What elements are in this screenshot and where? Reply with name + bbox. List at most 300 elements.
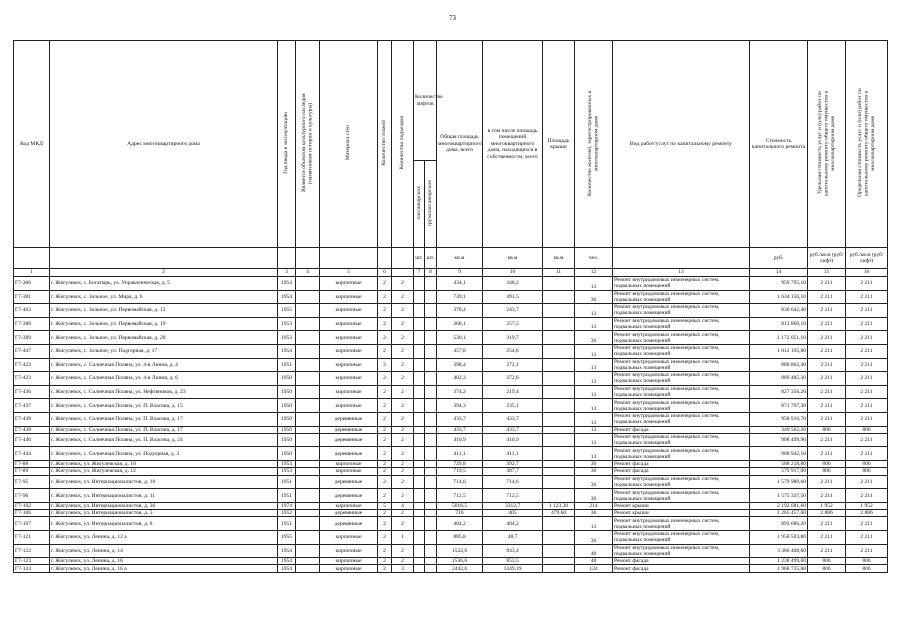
header-address: Адрес многоквартирного дома (50, 41, 278, 248)
cell-work: Ремонт фасада (613, 558, 750, 565)
cell-lifts-cargo (425, 461, 437, 468)
cell-year: 1950 (278, 426, 296, 433)
cell-cost: 1 958 503,80 (750, 530, 808, 544)
cell-address: г. Жигулевск, с. Солнечная Поляна, ул. 4-я Линия, д. 4 (50, 358, 278, 372)
cell-cost: 1 012 195,80 (750, 344, 808, 358)
cell-year: 1950 (278, 412, 296, 426)
table-row (14, 558, 888, 565)
cell-heritage (296, 344, 320, 358)
cell-unit-cost: 2 211 (808, 544, 846, 558)
cell-lifts-passenger (414, 290, 425, 304)
cell-owned-area: 392,7 (483, 461, 543, 468)
header-floors: Количество этажей (378, 41, 392, 248)
cell-heritage (296, 304, 320, 318)
cell-material: кирпичные (320, 372, 378, 386)
cell-lifts-passenger (414, 426, 425, 433)
cell-year: 1950 (278, 433, 296, 447)
cell-residents: 13 (575, 399, 613, 413)
cell-roof-area (543, 344, 575, 358)
cell-address: г. Жигулевск, с. Солнечная Поляна, ул. 4-я Линия, д. 6 (50, 372, 278, 386)
cell-address: г. Жигулевск, ул. Интернационалистов, д. 5 (50, 510, 278, 517)
cell-year: 1974 (278, 502, 296, 509)
cell-lifts-cargo (425, 517, 437, 531)
cell-cost: 958 910,70 (750, 412, 808, 426)
cell-floors: 2 (378, 544, 392, 558)
cell-lifts-passenger (414, 399, 425, 413)
cell-address: г. Жигулевск, ул. Жигулевская, д. 10 (50, 461, 278, 468)
cell-owned-area: 405 (483, 510, 543, 517)
header-year: Год ввода в эксплуатацию (278, 41, 296, 248)
cell-floors: 2 (378, 385, 392, 399)
cell-floors: 2 (378, 489, 392, 503)
cell-total-area: 368,1 (437, 317, 483, 331)
cell-work: Ремонт внутридомовых инженерных систем, подвальных помещений (613, 412, 750, 426)
cell-floors: 2 (378, 344, 392, 358)
cell-residents: 13 (575, 277, 613, 291)
cell-work: Ремонт внутридомовых инженерных систем, подвальных помещений (613, 277, 750, 291)
table-row (14, 331, 888, 345)
cell-address: г. Жигулевск, с. Зольное, ул. Первомайская, д. 20 (50, 331, 278, 345)
table-row (14, 385, 888, 399)
cell-roof-area: 1 123,30 (543, 502, 575, 509)
cell-cost: 2 192 681,60 (750, 502, 808, 509)
cell-entrances: 3 (392, 565, 414, 572)
cell-work: Ремонт внутридомовых инженерных систем, подвальных помещений (613, 544, 750, 558)
table-row (14, 344, 888, 358)
header-residents: Количество жителей, зарегистрированных в многоквартирном доме (575, 41, 613, 248)
column-number: 11 (543, 269, 575, 277)
cell-lifts-passenger (414, 433, 425, 447)
cell-cost: 880 862,40 (750, 358, 808, 372)
cell-material: кирпичные (320, 290, 378, 304)
cell-material: деревянные (320, 426, 378, 433)
cell-cost: 349 562,20 (750, 426, 808, 433)
table-row (14, 475, 888, 489)
cell-floors: 2 (378, 412, 392, 426)
cell-residents: 13 (575, 517, 613, 531)
cell-unit-cost: 2 211 (808, 489, 846, 503)
cell-address: г. Жигулевск, с. Зольное, ул. Первомайская, д. 19 (50, 317, 278, 331)
cell-year: 1951 (278, 358, 296, 372)
cell-year: 1954 (278, 565, 296, 572)
cell-entrances: 2 (392, 399, 414, 413)
header-max-cost: Предельная стоимость услуг и (или) работ по капитальному ремонту общего имущества в многоквартирном доме (846, 41, 888, 248)
cell-residents: 36 (575, 468, 613, 475)
cell-code: Г7-389 (14, 331, 50, 345)
table-row (14, 517, 888, 531)
cell-owned-area: 348,2 (483, 277, 543, 291)
cell-residents: 48 (575, 544, 613, 558)
column-number: 13 (613, 269, 750, 277)
cell-material: кирпичные (320, 358, 378, 372)
cell-roof-area (543, 447, 575, 461)
cell-residents: 124 (575, 565, 613, 572)
cell-lifts-passenger (414, 558, 425, 565)
cell-unit-cost: 2 211 (808, 517, 846, 531)
table-row (14, 290, 888, 304)
cell-work: Ремонт фасада (613, 565, 750, 572)
cell-total-area: 404,2 (437, 517, 483, 531)
column-number: 16 (846, 269, 888, 277)
cell-cost: 1 968 735,60 (750, 565, 808, 572)
cell-lifts-cargo (425, 468, 437, 475)
table-row (14, 530, 888, 544)
cell-code: Г7-381 (14, 290, 50, 304)
cell-floors: 5 (378, 502, 392, 509)
cell-entrances: 2 (392, 317, 414, 331)
cell-max-cost: 2 211 (846, 317, 888, 331)
cell-max-cost: 2 211 (846, 412, 888, 426)
cell-lifts-cargo (425, 426, 437, 433)
cell-work: Ремонт внутридомовых инженерных систем, подвальных помещений (613, 290, 750, 304)
cell-entrances: 2 (392, 372, 414, 386)
cell-max-cost: 2 211 (846, 358, 888, 372)
unit-roof-area: кв.м (543, 248, 575, 269)
cell-floors: 2 (378, 510, 392, 517)
cell-owned-area: 491,5 (483, 290, 543, 304)
cell-cost: 893 686,20 (750, 517, 808, 531)
cell-residents: 36 (575, 530, 613, 544)
column-number: 9 (437, 269, 483, 277)
cell-material: кирпичные (320, 331, 378, 345)
cell-owned-area: 243,7 (483, 304, 543, 318)
cell-owned-area: 411,1 (483, 447, 543, 461)
cell-code: Г7-121 (14, 530, 50, 544)
table-row (14, 426, 888, 433)
cell-roof-area (543, 544, 575, 558)
cell-entrances: 2 (392, 475, 414, 489)
cell-heritage (296, 426, 320, 433)
cell-material: деревянные (320, 489, 378, 503)
cell-entrances: 2 (392, 447, 414, 461)
cell-roof-area (543, 372, 575, 386)
cell-lifts-passenger (414, 331, 425, 345)
column-number: 14 (750, 269, 808, 277)
cell-lifts-cargo (425, 290, 437, 304)
cell-cost: 1 579 980,60 (750, 475, 808, 489)
cell-work: Ремонт внутридомовых инженерных систем, подвальных помещений (613, 475, 750, 489)
table-row (14, 317, 888, 331)
cell-owned-area: 48,7 (483, 530, 543, 544)
cell-lifts-cargo (425, 385, 437, 399)
cell-address: г. Жигулевск, ул. Интернационалистов, д. 11 (50, 489, 278, 503)
cell-residents: 13 (575, 304, 613, 318)
cell-work: Ремонт внутридомовых инженерных систем, подвальных помещений (613, 433, 750, 447)
cell-entrances: 2 (392, 517, 414, 531)
cell-year: 1955 (278, 530, 296, 544)
cell-work: Ремонт внутридомовых инженерных систем, подвальных помещений (613, 517, 750, 531)
cell-unit-cost: 806 (808, 426, 846, 433)
cell-year: 1954 (278, 290, 296, 304)
cell-unit-cost: 2 211 (808, 475, 846, 489)
cell-cost: 836 642,40 (750, 304, 808, 318)
header-unit-cost: Удельная стоимость услуг и (или) работ по капитальному ремонту общего имущества в многоквартирном доме (808, 41, 846, 248)
column-number: 10 (483, 269, 543, 277)
cell-address: г. Жигулевск, с. Зольное, ул. Первомайская, д. 12 (50, 304, 278, 318)
cell-owned-area: 3312,7 (483, 502, 543, 509)
cell-lifts-cargo (425, 558, 437, 565)
cell-residents: 13 (575, 372, 613, 386)
cell-heritage (296, 385, 320, 399)
cell-floors: 2 (378, 447, 392, 461)
column-number: 15 (808, 269, 846, 277)
cell-address: г. Жигулевск, с. Солнечная Поляна, ул. П. Власова, д. 15 (50, 399, 278, 413)
cell-address: г. Жигулевск, с. Зольное, ул. Подгорная, д. 17 (50, 344, 278, 358)
cell-heritage (296, 558, 320, 565)
cell-lifts-passenger (414, 385, 425, 399)
cell-max-cost: 2 211 (846, 530, 888, 544)
cell-work: Ремонт внутридомовых инженерных систем, подвальных помещений (613, 344, 750, 358)
cell-lifts-passenger (414, 510, 425, 517)
cell-total-area: 716 (437, 510, 483, 517)
cell-material: деревянные (320, 475, 378, 489)
cell-total-area: 378,4 (437, 304, 483, 318)
cell-work: Ремонт внутридомовых инженерных систем, подвальных помещений (613, 530, 750, 544)
cell-lifts-passenger (414, 317, 425, 331)
header-entrances: Количество подъездов (392, 41, 414, 248)
cell-lifts-passenger (414, 277, 425, 291)
unit-total-area: кв.м (437, 248, 483, 269)
cell-owned-area: 272,1 (483, 358, 543, 372)
cell-residents: 13 (575, 317, 613, 331)
cell-heritage (296, 489, 320, 503)
capital-repair-table (13, 40, 888, 573)
cell-residents: 36 (575, 475, 613, 489)
cell-floors: 2 (378, 372, 392, 386)
cell-lifts-passenger (414, 412, 425, 426)
cell-residents: 13 (575, 447, 613, 461)
cell-lifts-cargo (425, 565, 437, 572)
cell-roof-area (543, 358, 575, 372)
cell-lifts-cargo (425, 372, 437, 386)
cell-heritage (296, 544, 320, 558)
cell-max-cost: 2 211 (846, 475, 888, 489)
cell-residents: 214 (575, 502, 613, 509)
cell-lifts-passenger (414, 358, 425, 372)
cell-unit-cost: 2 211 (808, 277, 846, 291)
cell-code: Г7-423 (14, 372, 50, 386)
header-lifts: Количество лифтов (414, 41, 437, 161)
cell-year: 1950 (278, 385, 296, 399)
cell-floors: 2 (378, 433, 392, 447)
page-number: 73 (449, 14, 456, 22)
cell-entrances: 2 (392, 290, 414, 304)
cell-entrances: 2 (392, 558, 414, 565)
cell-roof-area (543, 426, 575, 433)
cell-work: Ремонт внутридомовых инженерных систем, подвальных помещений (613, 358, 750, 372)
cell-material: деревянные (320, 447, 378, 461)
cell-lifts-cargo (425, 530, 437, 544)
cell-unit-cost: 2 211 (808, 433, 846, 447)
cell-owned-area: 410,9 (483, 433, 543, 447)
cell-heritage (296, 412, 320, 426)
table-row (14, 412, 888, 426)
cell-total-area: 719,5 (437, 468, 483, 475)
cell-roof-area (543, 558, 575, 565)
cell-unit-cost: 2 211 (808, 290, 846, 304)
cell-unit-cost: 2 211 (808, 372, 846, 386)
cell-heritage (296, 468, 320, 475)
cell-roof-area (543, 317, 575, 331)
cell-code: Г7-422 (14, 358, 50, 372)
header-material: Материал стен (320, 41, 378, 248)
cell-year: 1954 (278, 558, 296, 565)
cell-year: 1953 (278, 317, 296, 331)
table-row (14, 565, 888, 572)
cell-total-area: 739,1 (437, 290, 483, 304)
cell-code: Г7-124 (14, 565, 50, 572)
cell-owned-area: 404,2 (483, 517, 543, 531)
cell-cost: 959 795,10 (750, 277, 808, 291)
cell-entrances: 2 (392, 358, 414, 372)
cell-material: деревянные (320, 433, 378, 447)
cell-lifts-passenger (414, 344, 425, 358)
cell-code: Г7-444 (14, 447, 50, 461)
cell-entrances: 2 (392, 510, 414, 517)
column-number: 12 (575, 269, 613, 277)
cell-total-area: 434,1 (437, 277, 483, 291)
cell-unit-cost: 806 (808, 468, 846, 475)
cell-heritage (296, 530, 320, 544)
cell-floors: 2 (378, 530, 392, 544)
cell-max-cost: 2 806 (846, 510, 888, 517)
cell-code: Г7-440 (14, 433, 50, 447)
cell-lifts-cargo (425, 447, 437, 461)
table-row (14, 399, 888, 413)
cell-roof-area (543, 468, 575, 475)
cell-cost: 1 238 499,60 (750, 558, 808, 565)
unit-lifts-cargo: шт. (425, 248, 437, 269)
cell-lifts-passenger (414, 475, 425, 489)
cell-material: кирпичные (320, 558, 378, 565)
cell-owned-area: 433,7 (483, 412, 543, 426)
column-number: 6 (378, 269, 392, 277)
cell-address: г. Жигулевск, с. Солнечная Поляна, ул. П. Власова, д. 17 (50, 412, 278, 426)
column-number: 3 (278, 269, 296, 277)
header-cost: Стоимость капитального ремонта (750, 41, 808, 248)
cell-address: г. Жигулевск, с. Зольное, ул. Мира, д. 6 (50, 290, 278, 304)
cell-owned-area: 257,5 (483, 317, 543, 331)
cell-residents: 48 (575, 558, 613, 565)
cell-material: кирпичные (320, 468, 378, 475)
cell-roof-area (543, 433, 575, 447)
cell-material: кирпичные (320, 502, 378, 509)
cell-roof-area (543, 277, 575, 291)
cell-code: Г7-438 (14, 426, 50, 433)
cell-total-area: 729,8 (437, 461, 483, 468)
table-row (14, 468, 888, 475)
cell-material: кирпичные (320, 565, 378, 572)
column-number: 1 (14, 269, 50, 277)
cell-roof-area (543, 475, 575, 489)
table-row (14, 277, 888, 291)
cell-work: Ремонт внутридомовых инженерных систем, подвальных помещений (613, 447, 750, 461)
cell-lifts-passenger (414, 544, 425, 558)
cell-lifts-cargo (425, 489, 437, 503)
cell-owned-area: 433,7 (483, 426, 543, 433)
cell-floors: 2 (378, 565, 392, 572)
cell-unit-cost: 806 (808, 558, 846, 565)
cell-entrances: 1 (392, 530, 414, 544)
cell-lifts-passenger (414, 447, 425, 461)
cell-address: г. Жигулевск, ул. Интернационалистов, д. 8 (50, 517, 278, 531)
cell-address: г. Жигулевск, с. Солнечная Поляна, ул. Нефтяников, д. 23 (50, 385, 278, 399)
cell-roof-area (543, 530, 575, 544)
cell-floors: 2 (378, 461, 392, 468)
cell-cost: 1 634 150,10 (750, 290, 808, 304)
cell-address: г. Жигулевск, ул. Ленина, д. 12 а (50, 530, 278, 544)
cell-entrances: 2 (392, 544, 414, 558)
cell-code: Г7-123 (14, 558, 50, 565)
header-roof-area: Площадь крыши (543, 41, 575, 248)
cell-max-cost: 2 211 (846, 433, 888, 447)
cell-work: Ремонт фасада (613, 468, 750, 475)
cell-total-area: 1522,6 (437, 544, 483, 558)
cell-residents: 13 (575, 385, 613, 399)
table-row (14, 304, 888, 318)
cell-total-area: 374,2 (437, 385, 483, 399)
cell-residents: 36 (575, 510, 613, 517)
cell-lifts-cargo (425, 331, 437, 345)
cell-entrances: 2 (392, 461, 414, 468)
cell-heritage (296, 502, 320, 509)
cell-entrances: 4 (392, 502, 414, 509)
cell-floors: 2 (378, 290, 392, 304)
cell-heritage (296, 510, 320, 517)
cell-entrances: 2 (392, 433, 414, 447)
unit-max-cost: руб./кв.м (руб/лифт) (846, 248, 888, 269)
cell-lifts-cargo (425, 277, 437, 291)
cell-total-area: 398,4 (437, 358, 483, 372)
cell-heritage (296, 447, 320, 461)
cell-cost: 889 485,30 (750, 372, 808, 386)
header-total-area: Общая площадь многоквартирного дома, всего (437, 41, 483, 248)
cell-material: кирпичные (320, 544, 378, 558)
cell-floors: 2 (378, 558, 392, 565)
table-row (14, 447, 888, 461)
cell-heritage (296, 372, 320, 386)
cell-owned-area: 319,7 (483, 331, 543, 345)
cell-max-cost: 806 (846, 468, 888, 475)
cell-code: Г7-95 (14, 475, 50, 489)
column-number: 5 (320, 269, 378, 277)
cell-address: г. Жигулевск, ул. Жигулевская, д. 12 (50, 468, 278, 475)
cell-roof-area (543, 565, 575, 572)
cell-code: Г7-96 (14, 489, 50, 503)
cell-total-area: 1536,6 (437, 558, 483, 565)
cell-max-cost: 2 211 (846, 372, 888, 386)
cell-entrances: 2 (392, 277, 414, 291)
cell-total-area: 433,7 (437, 426, 483, 433)
cell-cost: 908 942,10 (750, 447, 808, 461)
cell-max-cost: 2 211 (846, 399, 888, 413)
cell-year: 1953 (278, 331, 296, 345)
cell-max-cost: 1 952 (846, 502, 888, 509)
cell-max-cost: 2 211 (846, 304, 888, 318)
cell-year: 1950 (278, 372, 296, 386)
cell-lifts-passenger (414, 304, 425, 318)
cell-work: Ремонт внутридомовых инженерных систем, подвальных помещений (613, 304, 750, 318)
cell-max-cost: 806 (846, 461, 888, 468)
cell-entrances: 2 (392, 304, 414, 318)
cell-code: Г7-438 (14, 412, 50, 426)
cell-cost: 588 218,80 (750, 461, 808, 468)
table-row (14, 358, 888, 372)
cell-owned-area: 714,6 (483, 475, 543, 489)
cell-cost: 908 499,90 (750, 433, 808, 447)
cell-address: г. Жигулевск, с. Богатырь, ул. Управленческая, д. 5 (50, 277, 278, 291)
cell-residents: 36 (575, 461, 613, 468)
